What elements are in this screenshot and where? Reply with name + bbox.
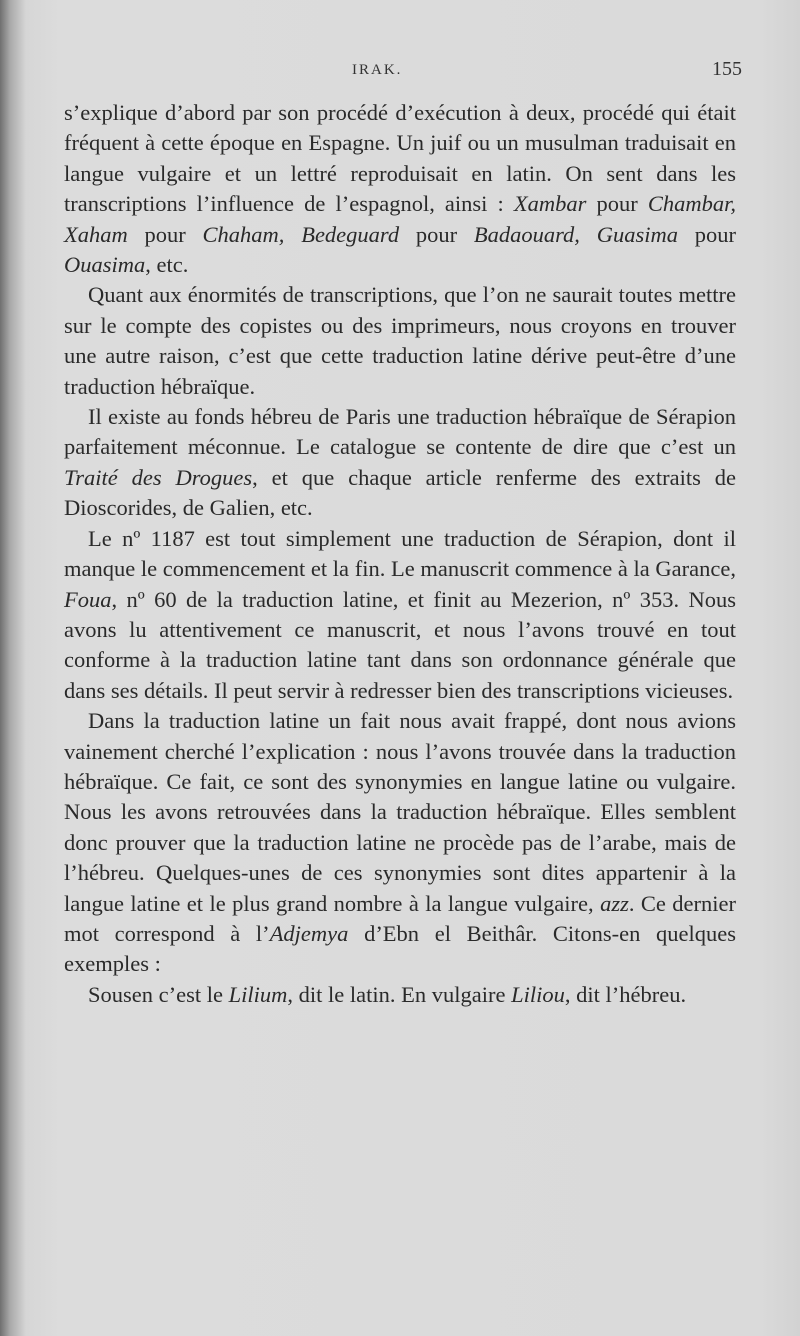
italic-term: Ouasima (64, 252, 146, 278)
paragraph (64, 98, 736, 280)
paragraph (64, 524, 736, 706)
text-run: , dit l’hébreu. (564, 981, 687, 1007)
italic-term: Foua (64, 586, 112, 612)
text-run: s’explique d’abord par son procédé d’exécution à deux, procédé qui était fréquent à cette époque en Espagne. Un juif ou un musulman traduisait en langue vulgaire et un lettré reproduisait en latin. On sent dans les transcriptions l’influence de l’espagnol, ainsi : (64, 100, 736, 217)
italic-term: Chambar, Xaham (64, 191, 736, 247)
text-run: pour (586, 191, 648, 217)
text-run: Le nº 1187 est tout simplement une traduction de Sérapion, dont il manque le commencement et la fin. Le manuscrit commence à la Garance, (64, 525, 736, 582)
italic-term: Chaham, Bedeguard (202, 221, 400, 247)
text-run: , etc. (145, 252, 189, 278)
text-run: Il existe au fonds hébreu de Paris une traduction hébraïque de Sérapion parfaitement méconnue. Le catalogue se contente de dire que c’est un (64, 404, 736, 460)
running-title: IRAK. (352, 62, 403, 78)
italic-term: Traité des Drogues (64, 464, 253, 490)
text-run: , dit le latin. En vulgaire (287, 981, 512, 1007)
italic-term: Lilium (228, 981, 288, 1007)
italic-term: Liliou (511, 981, 565, 1007)
text-run: d’Ebn el Beithâr. Citons-en quelques exemples : (64, 920, 737, 977)
text-run: pour (127, 221, 203, 247)
italic-term: Adjemya (269, 920, 349, 946)
page-header (0, 58, 800, 88)
text-run: Dans la traduction latine un fait nous avait frappé, dont nous avions vainement cherché l’explication : nous l’avons trouvée dans la traduction hébraïque. Ce fait, ce sont des synonymies en langue latine ou vulgaire. Nous les avons retrouvées dans la traduction hébraïque. Elles semblent donc prouver que la traduction latine ne procède pas de l’arabe, mais de l’hébreu. Quelques-unes de ces synonymies sont dites appartenir à la langue latine et le plus grand nombre à la langue vulgaire, (64, 708, 736, 916)
italic-term: Xambar (513, 191, 587, 217)
italic-term: azz (600, 890, 629, 916)
text-run: pour (399, 221, 474, 247)
text-run: . Ce dernier mot correspond à l’ (64, 890, 736, 946)
paragraph (64, 402, 736, 524)
text-run: Sousen c’est le (88, 981, 229, 1007)
body-text (64, 98, 736, 1010)
paragraph (64, 980, 736, 1010)
paragraph (64, 280, 736, 402)
paragraph (64, 706, 736, 980)
page-number: 155 (712, 58, 742, 80)
text-run: Quant aux énormités de transcriptions, que l’on ne saurait toutes mettre sur le compte des copistes ou des imprimeurs, nous croyons en trouver une autre raison, c’est que cette traduction latine dérive peut-être d’une traduction hébraïque. (64, 282, 736, 399)
text-run: pour (677, 221, 736, 247)
italic-term: Badaouard, Guasima (473, 221, 678, 247)
text-run: , et que chaque article renferme des extraits de Dioscorides, de Galien, etc. (64, 464, 736, 521)
text-run: , nº 60 de la traduction latine, et finit au Mezerion, nº 353. Nous avons lu attentivement ce manuscrit, et nous l’avons trouvé en tout conforme à la traduction latine tant dans son ordonnance générale que dans ses détails. Il peut servir à redresser bien des transcriptions vicieuses. (64, 586, 736, 703)
